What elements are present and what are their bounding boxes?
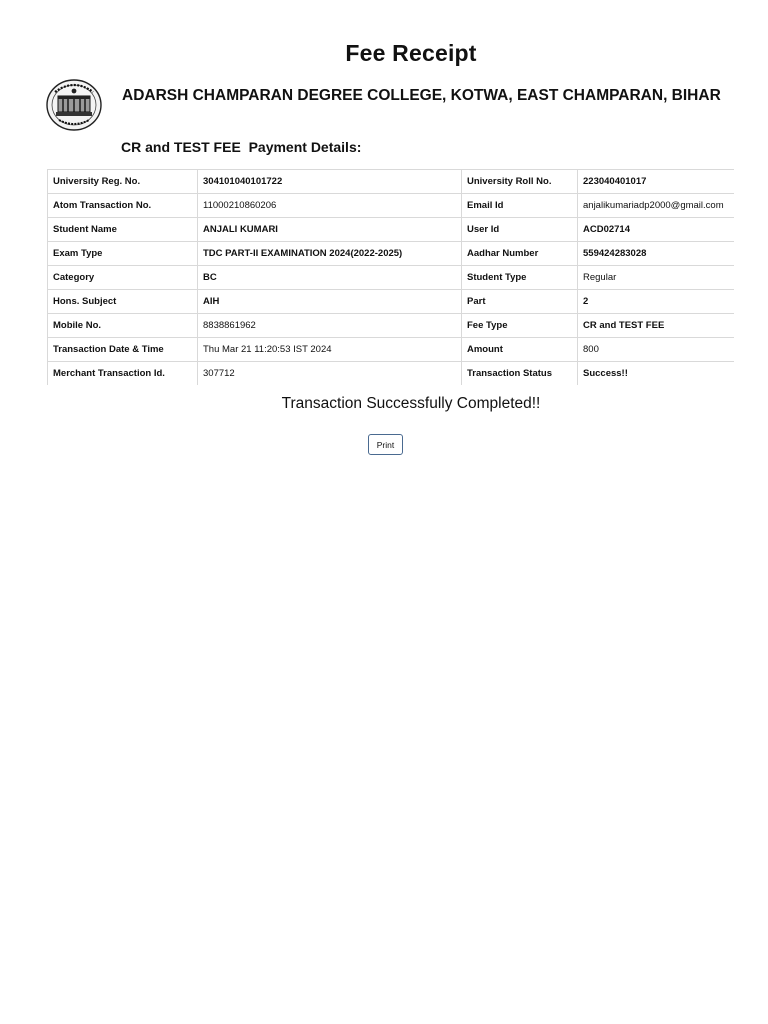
table-row: [48, 290, 735, 314]
field-value: AIH: [198, 290, 462, 314]
table-row: [48, 362, 735, 386]
field-value: Regular: [578, 266, 735, 290]
field-label: Transaction Date & Time: [48, 338, 198, 362]
field-value: 800: [578, 338, 735, 362]
field-label: Amount: [462, 338, 578, 362]
table-row: [48, 170, 735, 194]
table-row: [48, 242, 735, 266]
field-value: BC: [198, 266, 462, 290]
table-row: [48, 338, 735, 362]
field-value: ANJALI KUMARI: [198, 218, 462, 242]
field-label: Aadhar Number: [462, 242, 578, 266]
field-value: 559424283028: [578, 242, 735, 266]
field-value: anjalikumariadp2000@gmail.com: [578, 194, 735, 218]
print-button[interactable]: Print: [368, 434, 403, 455]
field-label: Category: [48, 266, 198, 290]
field-value: 307712: [198, 362, 462, 386]
table-row: [48, 194, 735, 218]
field-label: Part: [462, 290, 578, 314]
field-value: ACD02714: [578, 218, 735, 242]
college-seal-icon: [45, 76, 103, 132]
field-label: Fee Type: [462, 314, 578, 338]
field-label: Transaction Status: [462, 362, 578, 386]
field-label: Atom Transaction No.: [48, 194, 198, 218]
college-name: ADARSH CHAMPARAN DEGREE COLLEGE, KOTWA, EAST CHAMPARAN, BIHAR: [122, 87, 721, 104]
field-value: CR and TEST FEE: [578, 314, 735, 338]
field-label: Mobile No.: [48, 314, 198, 338]
field-label: Hons. Subject: [48, 290, 198, 314]
page-title: Fee Receipt: [345, 40, 477, 66]
field-value: 304101040101722: [198, 170, 462, 194]
payment-details-table: [47, 169, 734, 385]
field-value: TDC PART-II EXAMINATION 2024(2022-2025): [198, 242, 462, 266]
field-label: University Reg. No.: [48, 170, 198, 194]
field-label: Merchant Transaction Id.: [48, 362, 198, 386]
field-label: User Id: [462, 218, 578, 242]
field-value: Thu Mar 21 11:20:53 IST 2024: [198, 338, 462, 362]
field-value: 2: [578, 290, 735, 314]
table-row: [48, 314, 735, 338]
field-label: Student Type: [462, 266, 578, 290]
field-label: Email Id: [462, 194, 578, 218]
field-value: 223040401017: [578, 170, 735, 194]
field-value: Success!!: [578, 362, 735, 386]
transaction-status-message: Transaction Successfully Completed!!: [281, 395, 541, 412]
field-value: 8838861962: [198, 314, 462, 338]
field-value: 11000210860206: [198, 194, 462, 218]
table-row: [48, 218, 735, 242]
table-row: [48, 266, 735, 290]
payment-details-table-wrapper: [47, 169, 734, 385]
field-label: Student Name: [48, 218, 198, 242]
field-label: University Roll No.: [462, 170, 578, 194]
field-label: Exam Type: [48, 242, 198, 266]
section-title: CR and TEST FEE Payment Details:: [121, 139, 362, 155]
